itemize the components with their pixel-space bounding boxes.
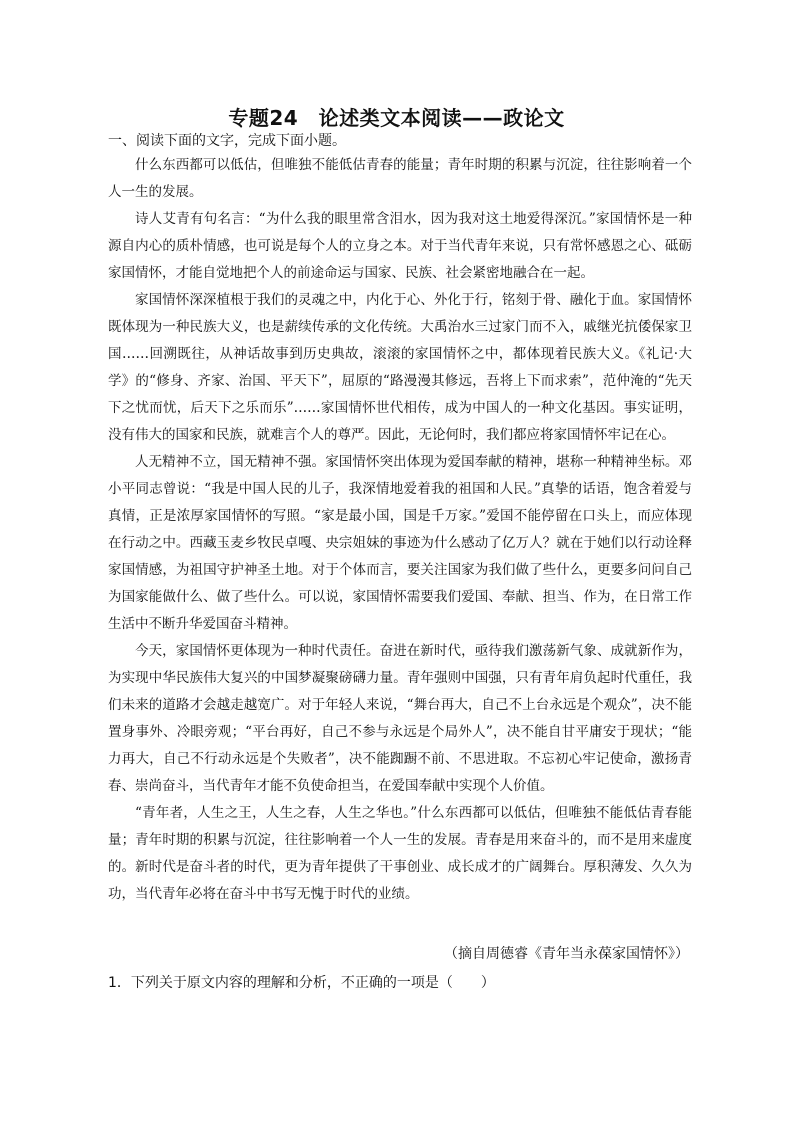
article-source: （摘自周德睿《青年当永葆家国情怀》） [444,946,689,962]
paragraph: 家国情怀深深植根于我们的灵魂之中，内化于心、外化于行，铭刻于骨、融化于血。家国情怀既体现为一种民族大义，也是薪续传承的文化传统。大禹治水三过家门而不入，戚继光抗倭保家卫国……回溯既往，从神话故事到历史典故，滚滚的家国情怀之中，都体现着民族大义。《礼记·大学》的“修身、齐家、治国、平天下”，屈原的“路漫漫其修远，吾将上下而求索”，范仲淹的“先天下之忧而忧，后天下之乐而乐”……家国情怀世代相传，成为中国人的一种文化基因。事实证明，没有伟大的国家和民族，就难言个人的尊严。因此，无论何时，我们都应将家国情怀牢记在心。 [108,292,692,443]
paragraph: 什么东西都可以低估，但唯独不能低估青春的能量；青年时期的积累与沉淀，往往影响着一个人一生的发展。 [108,157,692,200]
paragraph: 人无精神不立，国无精神不强。家国情怀突出体现为爱国奉献的精神，堪称一种精神坐标。邓小平同志曾说：“我是中国人民的儿子，我深情地爱着我的祖国和人民。”真挚的话语，饱含着爱与真情，正是浓厚家国情怀的写照。“家是最小国，国是千万家。”爱国不能停留在口头上，而应体现在行动之中。西藏玉麦乡牧民卓嘎、央宗姐妹的事迹为什么感动了亿万人？就在于她们以行动诠释家国情感，为祖国守护神圣土地。对于个体而言，要关注国家为我们做了些什么，更要多问问自己为国家能做什么、做了些什么。可以说，家国情怀需要我们爱国、奉献、担当、作为，在日常工作生活中不断升华爱国奋斗精神。 [108,454,692,632]
document-title: 专题24 论述类文本阅读——政论文 [228,106,565,130]
article-body [108,152,692,908]
paragraph: 诗人艾青有句名言：“为什么我的眼里常含泪水，因为我对这土地爱得深沉。”家国情怀是一种源自内心的质朴情感，也可说是每个人的立身之本。对于当代青年来说，只有常怀感恩之心、砥砺家国情怀，才能自觉地把个人的前途命运与国家、民族、社会紧密地融合在一起。 [108,211,692,281]
paragraph: “青年者，人生之王，人生之春，人生之华也。”什么东西都可以低估，但唯独不能低估青春能量；青年时期的积累与沉淀，往往影响着一个人一生的发展。青春是用来奋斗的，而不是用来虚度的。新时代是奋斗者的时代，更为青年提供了干事创业、成长成才的广阔舞台。厚积薄发、久久为功，当代青年必将在奋斗中书写无愧于时代的业绩。 [108,805,692,902]
paragraph: 今天，家国情怀更体现为一种时代责任。奋进在新时代，亟待我们激荡新气象、成就新作为，为实现中华民族伟大复兴的中国梦凝聚磅礴力量。青年强则中国强，只有青年肩负起时代重任，我们未来的道路才会越走越宽广。对于年轻人来说，“舞台再大，自己不上台永远是个观众”，决不能置身事外、冷眼旁观；“平台再好，自己不参与永远是个局外人”，决不能自甘平庸安于现状；“能力再大，自己不行动永远是个失败者”，决不能踟蹰不前、不思进取。不忘初心牢记使命，激扬青春、崇尚奋斗，当代青年才能不负使命担当，在爱国奉献中实现个人价值。 [108,643,692,794]
section-instruction: 一、阅读下面的文字，完成下面小题。 [108,133,346,149]
question-1: 1．下列关于原文内容的理解和分析，不正确的一项是（ ） [108,975,495,991]
